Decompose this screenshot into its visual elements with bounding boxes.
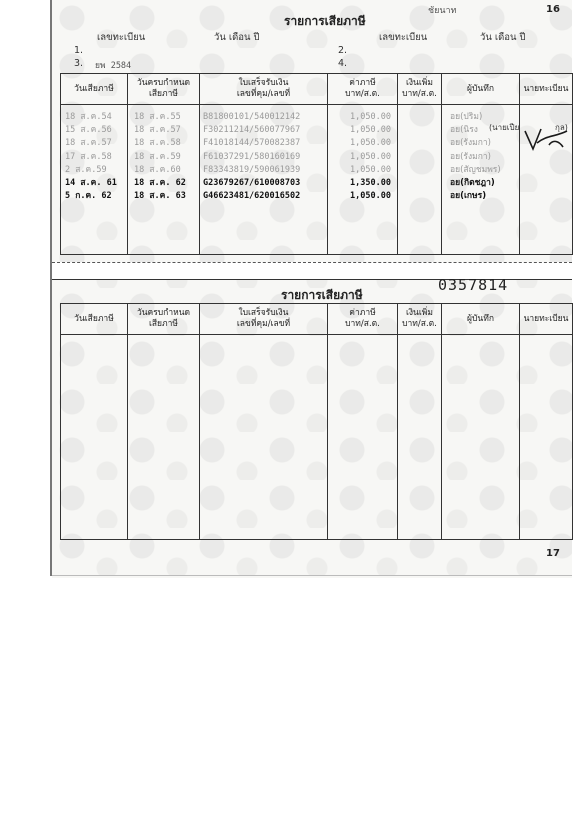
col-header-due-date: วันครบกำหนด เสียภาษี <box>128 304 200 335</box>
col-header-surcharge: เงินเพิ่ม บาท/ส.ต. <box>398 304 442 335</box>
col-due-date <box>128 105 200 255</box>
table-cell: 5 ก.ค. 62 <box>65 191 112 202</box>
col-header-receipt: ใบเสร็จรับเงิน เลขที่คุม/เลขที่ <box>200 74 328 105</box>
col-header-surcharge: เงินเพิ่ม บาท/ส.ต. <box>398 74 442 105</box>
table-cell: 2 ส.ค.59 <box>65 164 107 175</box>
col-tax <box>328 105 398 255</box>
col-registrar <box>520 335 573 540</box>
table2-body <box>61 335 573 540</box>
col-due-date <box>128 335 200 540</box>
table-cell: F61037291/580160169 <box>203 151 301 162</box>
table-cell: 18 ส.ค.55 <box>134 112 181 122</box>
col-surcharge <box>398 335 442 540</box>
entry-value-3: ยพ 2584 <box>95 61 132 71</box>
tax-table-1 <box>60 73 573 255</box>
table-cell: 1,050.00 <box>350 112 391 122</box>
table1-header-row <box>61 74 573 105</box>
col-paid-date <box>61 105 128 255</box>
col-header-due-date: วันครบกำหนด เสียภาษี <box>128 74 200 105</box>
col-header-registrar: นายทะเบียน <box>520 304 573 335</box>
entry-number-3: 3. <box>74 58 84 69</box>
serial-number: 0357814 <box>438 276 509 294</box>
table-cell: F41018144/570082387 <box>203 138 301 149</box>
col-surcharge <box>398 105 442 255</box>
date-left-label: วัน เดือน ปี <box>214 32 260 43</box>
reg-right-label: เลขทะเบียน <box>379 32 428 43</box>
sheet-left-edge <box>50 0 52 576</box>
table-cell: 1,050.00 <box>350 138 391 149</box>
signature-note-2: กุล) <box>555 123 568 132</box>
table-cell: 1,350.00 <box>350 177 391 188</box>
table-cell: 18 ส.ค.60 <box>134 164 181 175</box>
col-receipt <box>200 105 328 255</box>
table-cell: อย(สัญชมพร) <box>450 164 501 175</box>
signature-note: (นายเปีย <box>489 123 520 132</box>
table-cell: B81800101/540012142 <box>203 112 301 122</box>
page-number-top: 16 <box>546 4 560 15</box>
table-cell: 18 ส.ค. 62 <box>134 177 186 188</box>
table-cell: อย(กิตชฎา) <box>450 177 495 188</box>
table-cell: อย(เกษร) <box>450 191 487 202</box>
tax-table-2 <box>60 303 573 540</box>
col-header-receipt: ใบเสร็จรับเงิน เลขที่คุม/เลขที่ <box>200 304 328 335</box>
col-header-tax: ค่าภาษี บาท/ส.ต. <box>328 74 398 105</box>
col-header-paid-date: วันเสียภาษี <box>61 74 128 105</box>
table-cell: อย(รังมกา) <box>450 151 491 162</box>
entry-number-2: 2. <box>338 45 348 56</box>
page-number-bottom: 17 <box>546 548 560 559</box>
table-cell: 18 ส.ค.58 <box>134 138 181 149</box>
section2-title: รายการเสียภาษี <box>281 288 363 302</box>
table-cell: อย(รังมกา) <box>450 138 491 149</box>
col-header-tax: ค่าภาษี บาท/ส.ต. <box>328 304 398 335</box>
table-cell: 18 ส.ค. 63 <box>134 191 186 202</box>
top-stamp-text: ชัยนาท <box>428 6 457 16</box>
table-cell: 1,050.00 <box>350 125 391 136</box>
col-header-recorder: ผู้บันทึก <box>442 74 520 105</box>
table-cell: 1,050.00 <box>350 151 391 162</box>
table2-header-row <box>61 304 573 335</box>
table-cell: 17 ส.ค.58 <box>65 151 112 162</box>
table-cell: 1,050.00 <box>350 164 391 175</box>
table-cell: อย(ปริม) <box>450 112 483 122</box>
table-cell: 1,050.00 <box>350 191 391 202</box>
col-recorder <box>442 335 520 540</box>
table-cell: 15 ส.ค.56 <box>65 125 112 136</box>
col-header-recorder: ผู้บันทึก <box>442 304 520 335</box>
table-cell: F83343819/590061939 <box>203 164 301 175</box>
col-receipt <box>200 335 328 540</box>
table-cell: G23679267/610008703 <box>203 177 301 188</box>
table-cell: F30211214/560077967 <box>203 125 301 136</box>
table-cell: 18 ส.ค.54 <box>65 112 112 122</box>
col-header-registrar: นายทะเบียน <box>520 74 573 105</box>
col-tax <box>328 335 398 540</box>
table-cell: 14 ส.ค. 61 <box>65 177 117 188</box>
entry-number-1: 1. <box>74 45 84 56</box>
table-cell: 18 ส.ค.59 <box>134 151 181 162</box>
reg-left-label: เลขทะเบียน <box>97 32 146 43</box>
table-cell: 18 ส.ค.57 <box>65 138 112 149</box>
table-cell: G46623481/620016502 <box>203 191 301 202</box>
signature-mark <box>523 125 569 153</box>
table-cell: 18 ส.ค.57 <box>134 125 181 136</box>
col-header-paid-date: วันเสียภาษี <box>61 304 128 335</box>
sheet-bottom-edge <box>52 575 572 576</box>
col-paid-date <box>61 335 128 540</box>
section1-title: รายการเสียภาษี <box>284 14 366 28</box>
date-right-label: วัน เดือน ปี <box>480 32 526 43</box>
entry-number-4: 4. <box>338 58 348 69</box>
table-cell: อย(นิรง <box>450 125 478 136</box>
